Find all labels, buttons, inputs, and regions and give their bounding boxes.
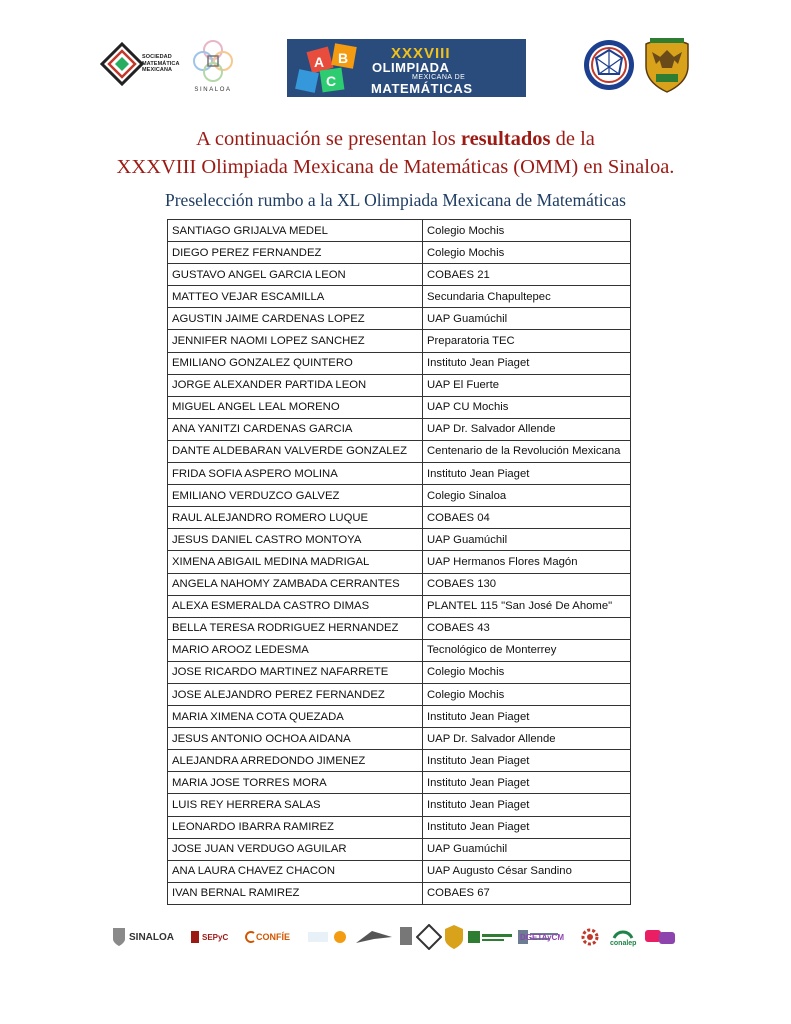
school-cell: Colegio Mochis — [423, 661, 631, 683]
smm-logo — [100, 40, 180, 92]
uas-logo — [354, 918, 394, 956]
olimpiada-banner — [287, 39, 526, 97]
school-cell: Instituto Jean Piaget — [423, 352, 631, 374]
table-row — [168, 330, 631, 352]
sinaloa-logo-caption: SINALOA — [194, 87, 232, 93]
participant-name-cell: SANTIAGO GRIJALVA MEDEL — [168, 220, 423, 242]
school-cell: UAP Guamúchil — [423, 838, 631, 860]
participant-name-cell: JENNIFER NAOMI LOPEZ SANCHEZ — [168, 330, 423, 352]
school-cell: UAP Hermanos Flores Magón — [423, 551, 631, 573]
title-bold-word: resultados — [460, 128, 551, 150]
svg-text:B: B — [338, 50, 349, 66]
participant-name-cell: ANGELA NAHOMY ZAMBADA CERRANTES — [168, 573, 423, 595]
table-row — [168, 264, 631, 286]
green-bars-icon — [468, 928, 512, 946]
svg-text:C: C — [326, 73, 337, 89]
sepyc-mark-icon — [190, 929, 200, 945]
participant-name-cell: ANA YANITZI CARDENAS GARCIA — [168, 418, 423, 440]
table-row — [168, 352, 631, 374]
table-row — [168, 529, 631, 551]
school-cell: Secundaria Chapultepec — [423, 286, 631, 308]
chat-bubbles-icon — [644, 927, 676, 947]
school-cell: COBAES 21 — [423, 264, 631, 286]
participant-name-cell: MARIO AROOZ LEDESMA — [168, 639, 423, 661]
school-cell: Colegio Sinaloa — [423, 485, 631, 507]
page-subtitle: Preselección rumbo a la XL Olimpiada Mexicana de Matemáticas — [165, 190, 626, 210]
gear-icon — [581, 928, 599, 946]
table-row — [168, 728, 631, 750]
participant-name-cell: RAUL ALEJANDRO ROMERO LUQUE — [168, 507, 423, 529]
ciencia-mark-icon — [308, 927, 348, 947]
abc-blocks-icon — [291, 39, 381, 97]
banner-mexicana: MEXICANA DE — [412, 74, 466, 81]
school-cell: COBAES 04 — [423, 507, 631, 529]
sinaloa-emblem-icon — [186, 36, 240, 86]
school-cell: UAP El Fuerte — [423, 374, 631, 396]
school-cell: Centenario de la Revolución Mexicana — [423, 440, 631, 462]
conalep-logo: conalep — [610, 918, 636, 956]
school-cell: Instituto Jean Piaget — [423, 463, 631, 485]
table-row — [168, 374, 631, 396]
school-cell: UAP Guamúchil — [423, 308, 631, 330]
school-cell: Instituto Jean Piaget — [423, 750, 631, 772]
participant-name-cell: ALEXA ESMERALDA CASTRO DIMAS — [168, 595, 423, 617]
table-row — [168, 440, 631, 462]
school-cell: Instituto Jean Piaget — [423, 706, 631, 728]
table-row — [168, 882, 631, 904]
school-cell: UAP Augusto César Sandino — [423, 860, 631, 882]
smm-logo-text: SOCIEDAD MATEMÁTICA MEXICANA — [142, 54, 180, 73]
participant-name-cell: FRIDA SOFIA ASPERO MOLINA — [168, 463, 423, 485]
school-cell: Preparatoria TEC — [423, 330, 631, 352]
participant-name-cell: GUSTAVO ANGEL GARCIA LEON — [168, 264, 423, 286]
confie-swirl-icon — [244, 930, 256, 944]
table-row — [168, 507, 631, 529]
school-cell: Colegio Mochis — [423, 242, 631, 264]
smm-emblem-icon — [100, 42, 144, 86]
sepyc-logo: SEPyC — [190, 918, 228, 956]
participant-name-cell: MATTEO VEJAR ESCAMILLA — [168, 286, 423, 308]
crest-small-icon — [398, 925, 414, 949]
school-cell: UAP Dr. Salvador Allende — [423, 418, 631, 440]
confie-logo: CONFÍE — [244, 918, 290, 956]
table-row — [168, 308, 631, 330]
participant-name-cell: MIGUEL ANGEL LEAL MORENO — [168, 396, 423, 418]
participant-name-cell: LEONARDO IBARRA RAMIREZ — [168, 816, 423, 838]
table-row — [168, 860, 631, 882]
gear-logo — [581, 918, 599, 956]
participant-name-cell: JOSE RICARDO MARTINEZ NAFARRETE — [168, 661, 423, 683]
ciencia-logo — [308, 918, 348, 956]
table-row — [168, 838, 631, 860]
table-row — [168, 816, 631, 838]
table-row — [168, 220, 631, 242]
conalep-mark-icon — [612, 928, 634, 940]
school-crest-logo — [398, 918, 414, 956]
table-row — [168, 639, 631, 661]
participant-name-cell: ANA LAURA CHAVEZ CHACON — [168, 860, 423, 882]
table-row — [168, 286, 631, 308]
participant-name-cell: LUIS REY HERRERA SALAS — [168, 794, 423, 816]
sinaloa-shield-icon — [112, 927, 126, 947]
table-row — [168, 463, 631, 485]
school-cell: UAP CU Mochis — [423, 396, 631, 418]
table-row — [168, 772, 631, 794]
dgeta-logo: DGETAyCM — [520, 932, 564, 942]
participant-name-cell: ALEJANDRA ARREDONDO JIMENEZ — [168, 750, 423, 772]
participant-name-cell: DIEGO PEREZ FERNANDEZ — [168, 242, 423, 264]
school-cell: UAP Guamúchil — [423, 529, 631, 551]
sinaloa-gov-logo: SINALOA — [112, 918, 174, 956]
sponsor-logos-strip — [98, 918, 690, 956]
banner-edition: XXXVIII — [391, 45, 451, 62]
uas-wing-icon — [354, 927, 394, 947]
table-row — [168, 706, 631, 728]
table-row — [168, 242, 631, 264]
participant-name-cell: AGUSTIN JAIME CARDENAS LOPEZ — [168, 308, 423, 330]
table-row — [168, 617, 631, 639]
table-row — [168, 683, 631, 705]
school-cell: Tecnológico de Monterrey — [423, 639, 631, 661]
school-cell: COBAES 43 — [423, 617, 631, 639]
banner-olimpiada: OLIMPIADA — [372, 60, 450, 75]
table-row — [168, 396, 631, 418]
participant-name-cell: IVAN BERNAL RAMIREZ — [168, 882, 423, 904]
participant-name-cell: JORGE ALEXANDER PARTIDA LEON — [168, 374, 423, 396]
diamond-icon — [416, 924, 442, 950]
results-table — [167, 219, 631, 905]
page-title-line1: A continuación se presentan los resultados de la — [196, 128, 595, 150]
svg-text:A: A — [314, 54, 325, 70]
smm-footer-logo — [416, 918, 442, 956]
table-row — [168, 750, 631, 772]
sinaloa-logo — [186, 36, 240, 98]
page-title-line2: XXXVIII Olimpiada Mexicana de Matemáticas (OMM) en Sinaloa. — [116, 156, 675, 178]
participant-name-cell: MARIA JOSE TORRES MORA — [168, 772, 423, 794]
school-cell: COBAES 130 — [423, 573, 631, 595]
school-cell: COBAES 67 — [423, 882, 631, 904]
green-institution-logo — [468, 918, 512, 956]
participant-name-cell: EMILIANO VERDUZCO GALVEZ — [168, 485, 423, 507]
table-row — [168, 485, 631, 507]
university-crest-icon — [642, 36, 692, 94]
table-row — [168, 551, 631, 573]
participant-name-cell: MARIA XIMENA COTA QUEZADA — [168, 706, 423, 728]
eagle-crest-icon — [444, 924, 464, 950]
participant-name-cell: XIMENA ABIGAIL MEDINA MADRIGAL — [168, 551, 423, 573]
table-row — [168, 595, 631, 617]
table-row — [168, 794, 631, 816]
participant-name-cell: EMILIANO GONZALEZ QUINTERO — [168, 352, 423, 374]
participant-name-cell: BELLA TERESA RODRIGUEZ HERNANDEZ — [168, 617, 423, 639]
table-row — [168, 418, 631, 440]
participant-name-cell: JESUS DANIEL CASTRO MONTOYA — [168, 529, 423, 551]
school-cell: Instituto Jean Piaget — [423, 772, 631, 794]
school-cell: PLANTEL 115 "San José De Ahome" — [423, 595, 631, 617]
participant-name-cell: JOSE JUAN VERDUGO AGUILAR — [168, 838, 423, 860]
school-cell: UAP Dr. Salvador Allende — [423, 728, 631, 750]
school-cell: Colegio Mochis — [423, 220, 631, 242]
banner-matematicas: MATEMÁTICAS — [371, 81, 473, 96]
participant-name-cell: DANTE ALDEBARAN VALVERDE GONZALEZ — [168, 440, 423, 462]
participant-name-cell: JOSE ALEJANDRO PEREZ FERNANDEZ — [168, 683, 423, 705]
table-row — [168, 661, 631, 683]
school-cell: Instituto Jean Piaget — [423, 816, 631, 838]
eagle-crest-logo — [444, 918, 464, 956]
school-cell: Colegio Mochis — [423, 683, 631, 705]
participant-name-cell: JESUS ANTONIO OCHOA AIDANA — [168, 728, 423, 750]
chat-bubbles-logo — [644, 918, 676, 956]
table-row — [168, 573, 631, 595]
omm-geometry-logo-icon — [582, 38, 636, 92]
school-cell: Instituto Jean Piaget — [423, 794, 631, 816]
